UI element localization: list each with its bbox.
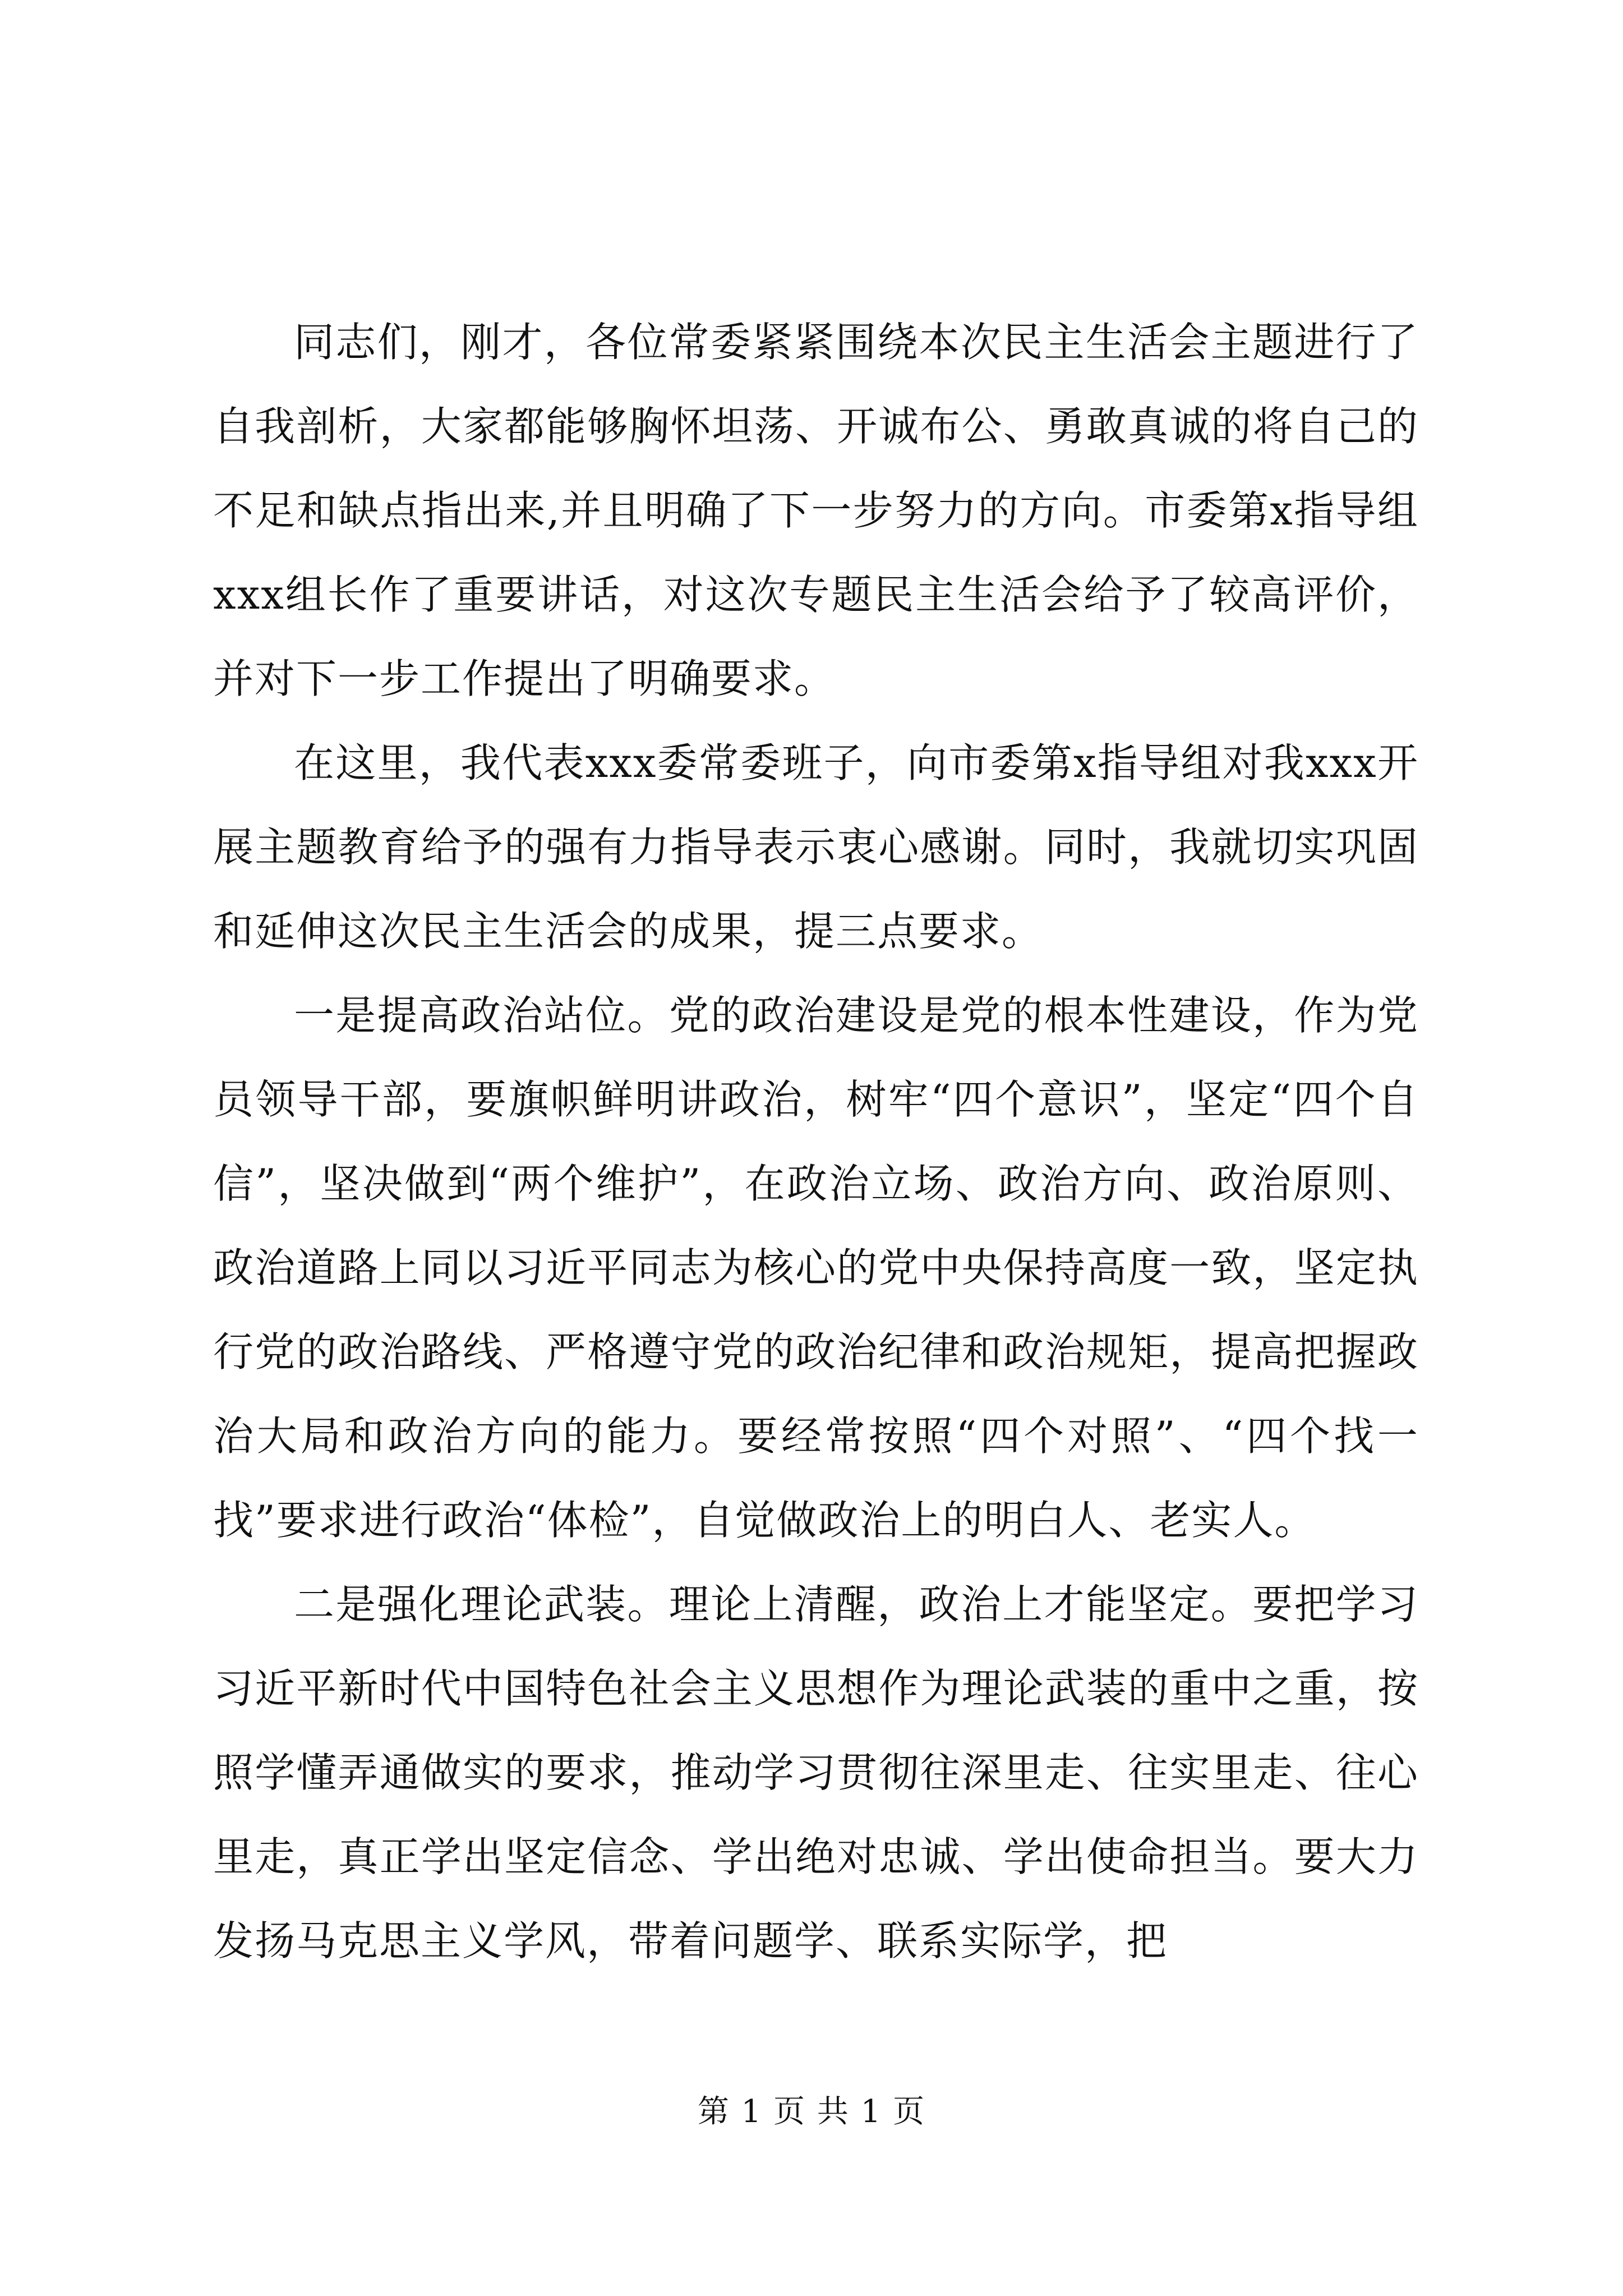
document-body: [213, 300, 1419, 1983]
page-footer: 第 1 页 共 1 页: [697, 2093, 926, 2130]
paragraph-point-one: 一是提高政治站位。党的政治建设是党的根本性建设，作为党员领导干部，要旗帜鲜明讲政治，树牢“四个意识”，坚定“四个自信”，坚决做到“两个维护”，在政治立场、政治方向、政治原则、政治道路上同以习近平同志为核心的党中央保持高度一致，坚定执行党的政治路线、严格遵守党的政治纪律和政治规矩，提高把握政治大局和政治方向的能力。要经常按照“四个对照”、“四个找一找”要求进行政治“体检”，自觉做政治上的明白人、老实人。: [213, 992, 1419, 1544]
paragraph-point-two: 二是强化理论武装。理论上清醒，政治上才能坚定。要把学习习近平新时代中国特色社会主义思想作为理论武装的重中之重，按照学懂弄通做实的要求，推动学习贯彻往深里走、往实里走、往心里走，真正学出坚定信念、学出绝对忠诚、学出使命担当。要大力发扬马克思主义学风，带着问题学、联系实际学，把: [213, 1581, 1419, 1964]
paragraph-opening: 同志们，刚才，各位常委紧紧围绕本次民主生活会主题进行了自我剖析，大家都能够胸怀坦荡、开诚布公、勇敢真诚的将自己的不足和缺点指出来,并且明确了下一步努力的方向。市委第x指导组xxx组长作了重要讲话，对这次专题民主生活会给予了较高评价，并对下一步工作提出了明确要求。: [213, 319, 1419, 702]
paragraph-thanks: 在这里，我代表xxx委常委班子，向市委第x指导组对我xxx开展主题教育给予的强有力指导表示衷心感谢。同时，我就切实巩固和延伸这次民主生活会的成果，提三点要求。: [213, 739, 1419, 955]
